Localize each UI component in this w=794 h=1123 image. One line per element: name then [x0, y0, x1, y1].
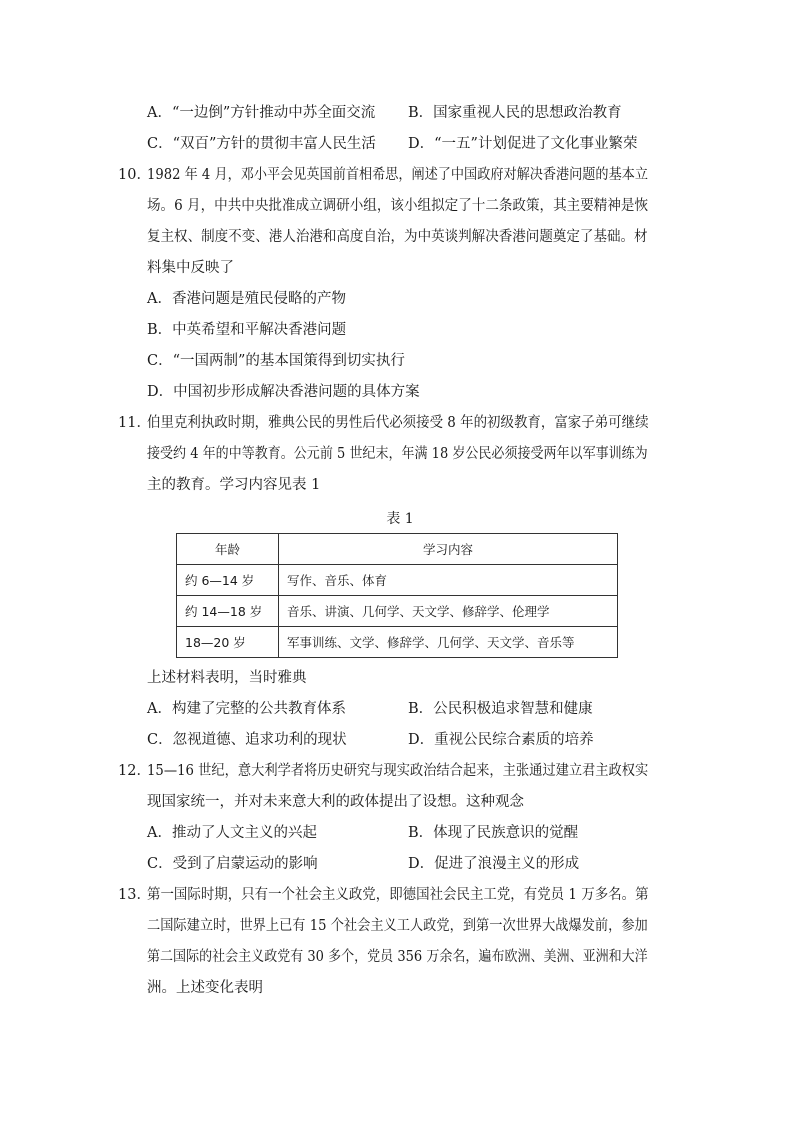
q10-option-b: B．中英希望和平解决香港问题 — [147, 322, 347, 338]
q12-number: 12． — [118, 763, 151, 779]
table-cell-age: 约 6—14 岁 — [177, 565, 279, 596]
table-cell-age: 18—20 岁 — [177, 627, 279, 658]
q12-option-a: A．推动了人文主义的兴起 — [147, 825, 317, 841]
table-row — [177, 565, 618, 596]
education-table — [176, 533, 618, 658]
q10-option-d: D．中国初步形成解决香港问题的具体方案 — [147, 384, 420, 400]
q13-stem-line-2: 二国际建立时，世界上已有 15 个社会主义工人政党，到第一次世界大战爆发前，参加 — [147, 918, 648, 934]
table-header-row — [177, 534, 618, 565]
q12-option-b: B．体现了民族意识的觉醒 — [408, 825, 579, 841]
q12-option-c: C．受到了启蒙运动的影响 — [147, 856, 318, 872]
q13-stem-line-1: 第一国际时期，只有一个社会主义政党，即德国社会民主工党，有党员 1 万多名。第 — [147, 887, 649, 903]
q10-stem-line-3: 复主权、制度不变、港人治港和高度自治，为中英谈判解决香港问题奠定了基础。材 — [147, 229, 648, 245]
table-row — [177, 627, 618, 658]
table-cell-content: 军事训练、文学、修辞学、几何学、天文学、音乐等 — [279, 627, 618, 658]
q10-stem-line-2: 场。6 月，中共中央批准成立调研小组，该小组拟定了十二条政策，其主要精神是恢 — [147, 198, 649, 214]
q10-number: 10． — [118, 167, 151, 183]
q11-stem-end: 上述材料表明，当时雅典 — [147, 670, 307, 686]
q13-number: 13． — [118, 887, 151, 903]
q12-option-d: D．促进了浪漫主义的形成 — [408, 856, 580, 872]
q11-stem-line-2: 接受约 4 年的中等教育。公元前 5 世纪末，年满 18 岁公民必须接受两年以军事训练为 — [147, 446, 648, 462]
q9-option-a: A．“一边倒”方针推动中苏全面交流 — [147, 105, 376, 121]
table-cell-age: 约 14—18 岁 — [177, 596, 279, 627]
q11-option-d: D．重视公民综合素质的培养 — [408, 732, 594, 748]
q10-stem-line-4: 料集中反映了 — [147, 260, 234, 276]
q10-stem-line-1: 1982 年 4 月，邓小平会见英国前首相希思，阐述了中国政府对解决香港问题的基本立 — [147, 167, 648, 183]
q12-stem-line-2: 现国家统一，并对未来意大利的政体提出了设想。这种观念 — [147, 794, 524, 810]
table-header-content: 学习内容 — [279, 534, 618, 565]
table-caption: 表 1 — [386, 511, 414, 527]
q12-stem-line-1: 15—16 世纪，意大利学者将历史研究与现实政治结合起来，主张通过建立君主政权实 — [147, 763, 649, 779]
q11-number: 11． — [118, 415, 151, 431]
q11-option-c: C．忽视道德、追求功利的现状 — [147, 732, 347, 748]
q10-option-c: C．“一国两制”的基本国策得到切实执行 — [147, 353, 405, 369]
table-header-age: 年龄 — [177, 534, 279, 565]
q13-stem-line-4: 洲。上述变化表明 — [147, 980, 263, 996]
q10-option-a: A．香港问题是殖民侵略的产物 — [147, 291, 346, 307]
q11-stem-line-1: 伯里克利执政时期，雅典公民的男性后代必须接受 8 年的初级教育，富家子弟可继续 — [147, 415, 649, 431]
q11-option-b: B．公民积极追求智慧和健康 — [408, 701, 593, 717]
q11-option-a: A．构建了完整的公共教育体系 — [147, 701, 346, 717]
table-row — [177, 596, 618, 627]
q9-option-d: D．“一五”计划促进了文化事业繁荣 — [408, 136, 638, 152]
q9-option-c: C．“双百”方针的贯彻丰富人民生活 — [147, 136, 376, 152]
q13-stem-line-3: 第二国际的社会主义政党有 30 多个，党员 356 万余名，遍布欧洲、美洲、亚洲和大洋 — [147, 949, 648, 965]
q11-stem-line-3: 主的教育。学习内容见表 1 — [147, 477, 321, 493]
q9-option-b: B．国家重视人民的思想政治教育 — [408, 105, 622, 121]
table-cell-content: 音乐、讲演、几何学、天文学、修辞学、伦理学 — [279, 596, 618, 627]
table-cell-content: 写作、音乐、体育 — [279, 565, 618, 596]
